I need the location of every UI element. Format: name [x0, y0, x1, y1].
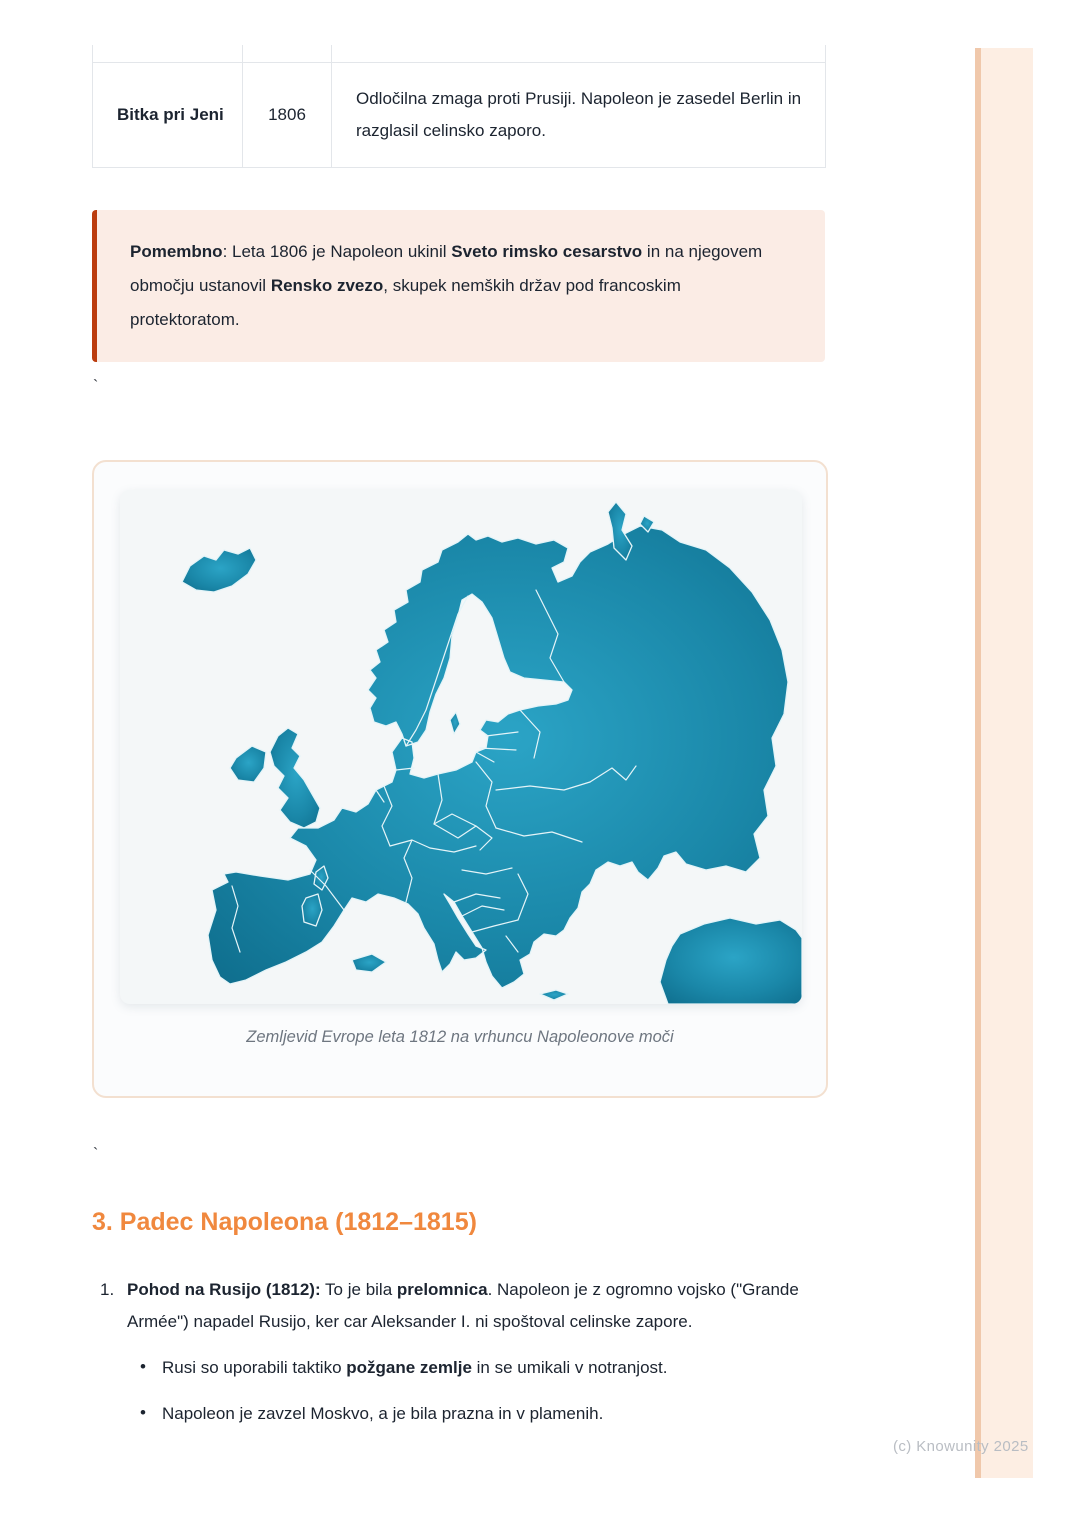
section-heading: 3. Padec Napoleona (1812–1815) — [92, 1208, 477, 1236]
bullet-item — [92, 1352, 825, 1384]
great-britain — [270, 728, 320, 828]
history-table — [92, 45, 825, 168]
list-number: 1. — [100, 1280, 115, 1299]
bullet-list — [92, 1352, 825, 1430]
list-item-1 — [92, 1274, 825, 1338]
copyright-watermark: (c) Knowunity 2025 — [893, 1438, 1029, 1455]
stray-backtick: ` — [93, 1146, 99, 1163]
table-row — [93, 62, 826, 167]
battle-name-cell: Bitka pri Jeni — [93, 62, 243, 167]
side-strip — [975, 48, 1033, 1478]
ireland — [230, 746, 266, 782]
bullet-marker: • — [140, 1357, 146, 1376]
map-figure-card — [92, 460, 828, 1098]
bullet-text: Rusi so uporabili taktiko požgane zemlje in se umikali v notranjost. — [162, 1358, 668, 1377]
map-card — [120, 490, 802, 1004]
table-row-cutoff — [93, 45, 826, 62]
year-cell: 1806 — [243, 62, 332, 167]
stray-backtick: ` — [93, 378, 99, 395]
bullet-item — [92, 1398, 825, 1430]
map-caption: Zemljevid Evrope leta 1812 na vrhuncu Napoleonove moči — [246, 1028, 674, 1046]
europe-map-image — [120, 490, 802, 1004]
bullet-text: Napoleon je zavzel Moskvo, a je bila prazna in v plamenih. — [162, 1404, 604, 1423]
numbered-list — [92, 1274, 825, 1430]
bullet-marker: • — [140, 1403, 146, 1422]
list-item-text: Pohod na Rusijo (1812): To je bila prelomnica. Napoleon je z ogromno vojsko ("Grande Armée") napadel Rusijo, ker car Aleksander I. ni spoštoval celinske zapore. — [127, 1280, 799, 1331]
anatolia-caucasus — [660, 918, 802, 1004]
callout-text: Pomembno: Leta 1806 je Napoleon ukinil Sveto rimsko cesarstvo in na njegovem območju ustanovil Rensko zvezo, skupek nemških držav pod francoskim protektoratom. — [130, 242, 763, 329]
iceland — [182, 548, 256, 592]
description-cell: Odločilna zmaga proti Prusiji. Napoleon je zasedel Berlin in razglasil celinsko zaporo. — [332, 62, 826, 167]
crete — [540, 990, 568, 1000]
sicily — [352, 954, 386, 972]
important-callout — [92, 210, 825, 362]
gotland — [450, 712, 460, 734]
